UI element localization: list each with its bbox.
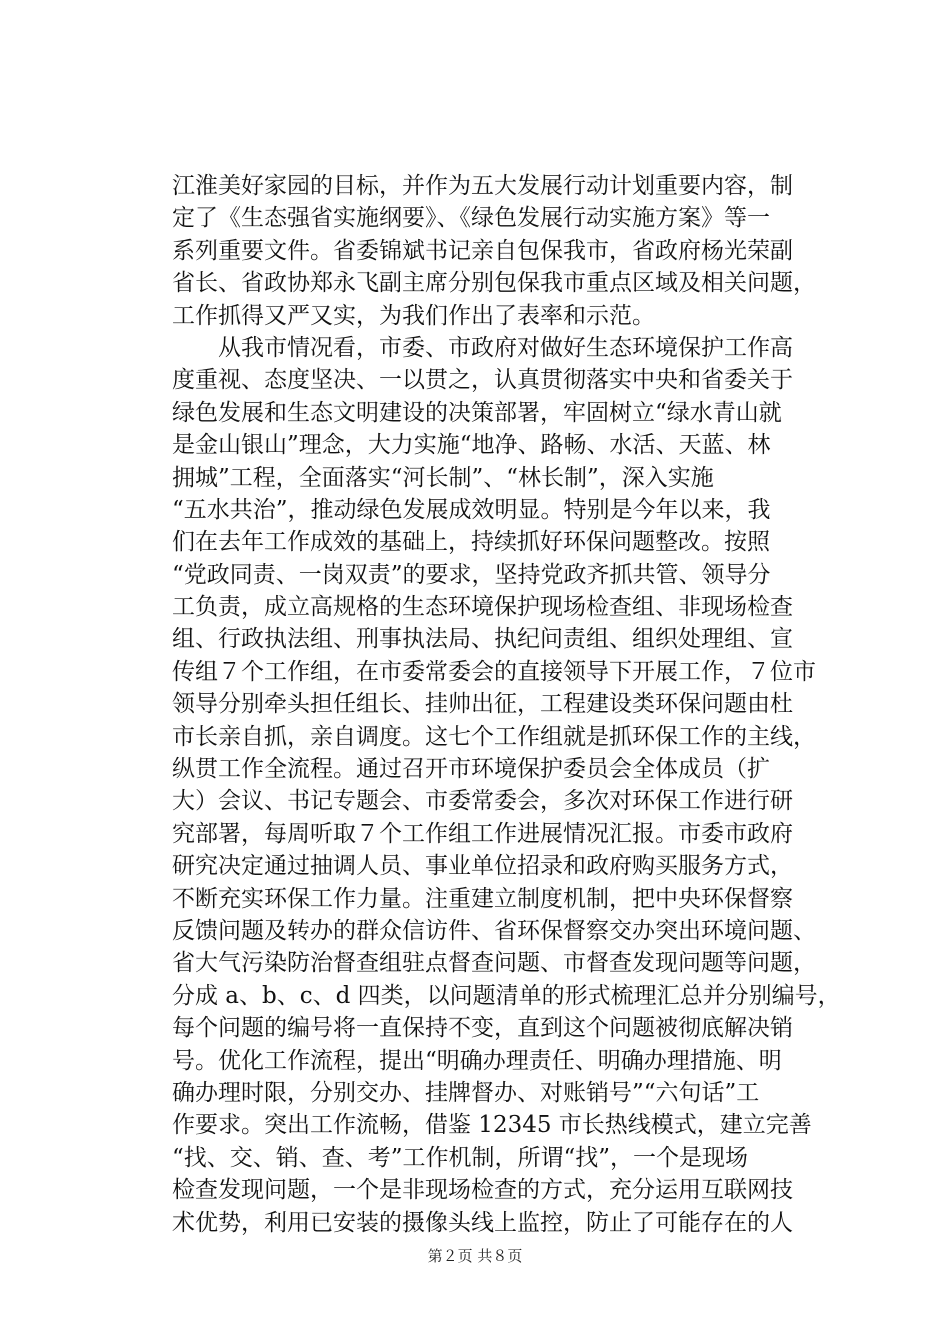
body-text — [172, 170, 862, 1239]
text-line: 们在去年工作成效的基础上，持续抓好环保问题整改。按照 — [172, 529, 770, 556]
text-line: 号。优化工作流程，提出“明确办理责任、明确办理措施、明 — [172, 1047, 782, 1074]
text-line: 拥城”工程，全面落实“河长制”、“林长制”，深入实施 — [172, 464, 714, 491]
text-line: 省大气污染防治督查组驻点督查问题、市督查发现问题等问题， — [172, 950, 816, 977]
text-line: 不断充实环保工作力量。注重建立制度机制，把中央环保督察 — [172, 885, 793, 912]
text-line: “找、交、销、查、考”工作机制，所谓“找”，一个是现场 — [172, 1144, 749, 1171]
text-line: 系列重要文件。省委锦斌书记亲自包保我市，省政府杨光荣副 — [172, 237, 793, 264]
text-line: 度重视、态度坚决、一以贯之，认真贯彻落实中央和省委关于 — [172, 367, 793, 394]
text-line: 术优势，利用已安装的摄像头线上监控，防止了可能存在的人 — [172, 1209, 793, 1236]
text-line: 领导分别牵头担任组长、挂帅出征，工程建设类环保问题由杜 — [172, 691, 793, 718]
text-line: 是金山银山”理念，大力实施“地净、路畅、水活、天蓝、林 — [172, 432, 771, 459]
page-footer: 第２页 共８页 — [427, 1247, 523, 1265]
text-line: 检查发现问题，一个是非现场检查的方式，充分运用互联网技 — [172, 1177, 793, 1204]
text-line: 作要求。突出工作流畅，借鉴 12345 市长热线模式，建立完善 — [172, 1112, 812, 1139]
text-line: 大）会议、书记专题会、市委常委会，多次对环保工作进行研 — [172, 788, 793, 815]
text-line: 组、行政执法组、刑事执法局、执纪问责组、组织处理组、宣 — [172, 626, 793, 653]
text-line: 从我市情况看，市委、市政府对做好生态环境保护工作高 — [172, 334, 793, 361]
text-line: “五水共治”，推动绿色发展成效明显。特别是今年以来，我 — [172, 496, 771, 523]
text-line: 研究决定通过抽调人员、事业单位招录和政府购买服务方式， — [172, 853, 793, 880]
text-line: 省长、省政协郑永飞副主席分别包保我市重点区域及相关问题， — [172, 270, 816, 297]
text-line: 绿色发展和生态文明建设的决策部署，牢固树立“绿水青山就 — [172, 399, 782, 426]
text-line: 工负责，成立高规格的生态环境保护现场检查组、非现场检查 — [172, 594, 793, 621]
text-line: 市长亲自抓，亲自调度。这七个工作组就是抓环保工作的主线， — [172, 723, 816, 750]
text-line: “党政同责、一岗双责”的要求，坚持党政齐抓共管、领导分 — [172, 561, 771, 588]
text-line: 工作抓得又严又实，为我们作出了表率和示范。 — [172, 302, 655, 329]
text-line: 每个问题的编号将一直保持不变，直到这个问题被彻底解决销 — [172, 1015, 793, 1042]
text-line: 纵贯工作全流程。通过召开市环境保护委员会全体成员（扩 — [172, 756, 770, 783]
text-line: 定了《生态强省实施纲要》、《绿色发展行动实施方案》等一 — [172, 205, 770, 232]
text-line: 分成 a、b、c、d 四类，以问题清单的形式梳理汇总并分别编号， — [172, 982, 841, 1009]
text-line: 传组７个工作组，在市委常委会的直接领导下开展工作，７位市 — [172, 658, 816, 685]
text-line: 确办理时限，分别交办、挂牌督办、对账销号”“六句话”工 — [172, 1079, 760, 1106]
text-line: 反馈问题及转办的群众信访件、省环保督察交办突出环境问题、 — [172, 917, 816, 944]
text-line: 江淮美好家园的目标，并作为五大发展行动计划重要内容，制 — [172, 173, 793, 199]
text-line: 究部署，每周听取７个工作组工作进展情况汇报。市委市政府 — [172, 820, 793, 847]
